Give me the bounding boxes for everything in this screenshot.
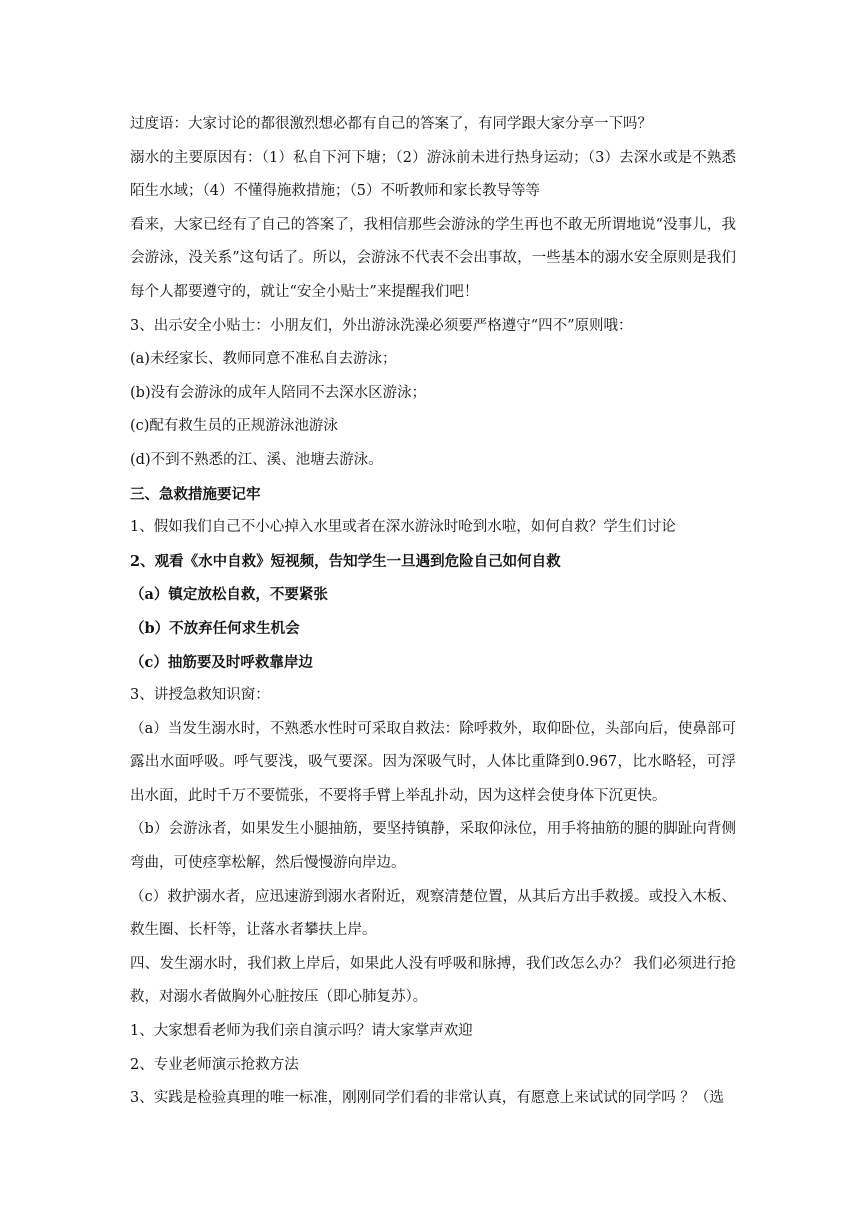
section-heading-first-aid: 三、急救措施要记牢 <box>130 485 261 503</box>
paragraph-knowledge-b: （b）会游泳者，如果发生小腿抽筋，要坚持镇静，采取仰泳位，用手将抽筋的腿的脚趾向背侧弯曲，可使痉挛松解，然后慢慢游向岸边。 <box>130 821 736 872</box>
paragraph-video: 2、观看《水中自救》短视频，告知学生一旦遇到危险自己如何自救 <box>130 552 561 570</box>
paragraph-tips-heading: 3、出示安全小贴士：小朋友们，外出游泳洗澡必须要严格遵守“四不”原则哦： <box>130 317 633 334</box>
paragraph-transition: 过度语：大家讨论的都很激烈想必都有自己的答案了，有同学跟大家分享一下吗？ <box>130 116 652 132</box>
document-body <box>130 108 736 1116</box>
paragraph-tip-c: (c)配有救生员的正规游泳池游泳 <box>130 418 338 435</box>
paragraph-knowledge-a: （a）当发生溺水时，不熟悉水性时可采取自救法：除呼救外，取仰卧位，头部向后，使鼻部可露出水面呼吸。呼气要浅，吸气要深。因为深吸气时，人体比重降到0.967，比水略轻，可浮出水面，此时千万不要慌张，不要将手臂上举乱扑动，因为这样会使身体下沉更快。 <box>130 720 736 804</box>
paragraph-safety-intro: 看来，大家已经有了自己的答案了，我相信那些会游泳的学生再也不敢无所谓地说“没事儿，我会游泳，没关系”这句话了。所以，会游泳不代表不会出事故，一些基本的溺水安全原则是我们每个人都要遵守的，就让“安全小贴士”来提醒我们吧！ <box>130 216 736 300</box>
paragraph-causes: 溺水的主要原因有：（1）私自下河下塘；（2）游泳前未进行热身运动；（3）去深水或是不熟悉陌生水域；（4）不懂得施救措施；（5）不听教师和家长教导等等 <box>130 149 736 200</box>
section-heading-cpr: 四、发生溺水时，我们救上岸后，如果此人没有呼吸和脉搏，我们改怎么办？ 我们必须进行抢救，对溺水者做胸外心脏按压（即心肺复苏）。 <box>130 955 736 1006</box>
paragraph-tip-a: (a)未经家长、教师同意不准私自去游泳； <box>130 351 397 368</box>
paragraph-knowledge-c: （c）救护溺水者，应迅速游到溺水者附近，观察清楚位置，从其后方出手救援。或投入木板、救生圈、长杆等，让落水者攀扶上岸。 <box>130 888 736 939</box>
paragraph-tip-d: (d)不到不熟悉的江、溪、池塘去游泳。 <box>130 451 383 468</box>
paragraph-demo: 2、专业老师演示抢救方法 <box>130 1056 299 1073</box>
paragraph-self-rescue-b: （b）不放弃任何求生机会 <box>130 619 300 637</box>
paragraph-practice: 3、实践是检验真理的唯一标准，刚刚同学们看的非常认真，有愿意上来试试的同学吗 ？（选 <box>130 1090 724 1107</box>
paragraph-self-rescue-c: （c）抽筋要及时呼救靠岸边 <box>130 653 313 671</box>
paragraph-discussion: 1、假如我们自己不小心掉入水里或者在深水游泳时呛到水啦，如何自救？学生们讨论 <box>130 519 676 536</box>
paragraph-demo-invite: 1、大家想看老师为我们亲自演示吗？请大家掌声欢迎 <box>130 1023 473 1040</box>
paragraph-knowledge-window: 3、讲授急救知识窗： <box>130 687 270 704</box>
paragraph-tip-b: (b)没有会游泳的成年人陪同不去深水区游泳； <box>130 384 427 401</box>
paragraph-self-rescue-a: （a）镇定放松自救，不要紧张 <box>130 586 328 604</box>
